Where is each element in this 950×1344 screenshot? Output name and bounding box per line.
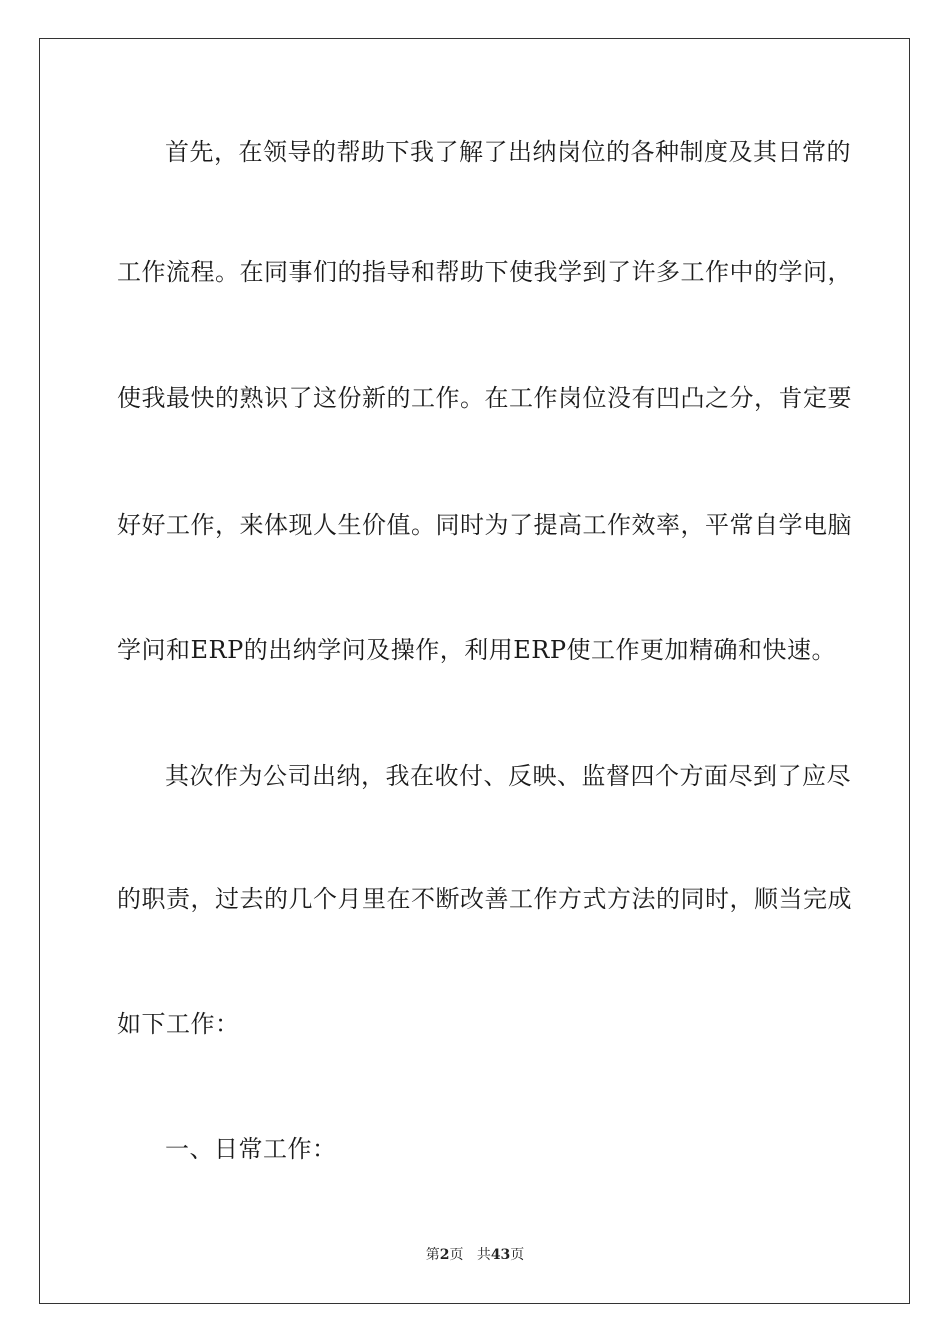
page-suffix: 页 <box>449 1247 464 1263</box>
total-prefix: 共 <box>476 1247 491 1263</box>
total-pages: 43 <box>490 1247 511 1263</box>
paragraph-1-line-5: 学问和ERP的出纳学问及操作，利用ERP使工作更加精确和快速。 <box>117 636 836 664</box>
page-footer <box>0 1246 950 1264</box>
page-frame <box>39 38 910 1304</box>
page-number: 2 <box>439 1247 450 1263</box>
page-prefix: 第 <box>425 1247 440 1263</box>
paragraph-1-line-2: 工作流程。在同事们的指导和帮助下使我学到了许多工作中的学问， <box>117 258 852 286</box>
paragraph-2-line-1: 其次作为公司出纳，我在收付、反映、监督四个方面尽到了应尽 <box>165 762 851 790</box>
paragraph-1-line-3: 使我最快的熟识了这份新的工作。在工作岗位没有凹凸之分，肯定要 <box>117 384 852 412</box>
paragraph-1-line-1: 首先，在领导的帮助下我了解了出纳岗位的各种制度及其日常的 <box>165 138 851 166</box>
paragraph-2-line-2: 的职责，过去的几个月里在不断改善工作方式方法的同时，顺当完成 <box>117 885 852 913</box>
section-heading: 一、日常工作： <box>165 1135 337 1163</box>
total-suffix: 页 <box>510 1247 525 1263</box>
paragraph-1-line-4: 好好工作，来体现人生价值。同时为了提高工作效率，平常自学电脑 <box>117 511 852 539</box>
paragraph-2-line-3: 如下工作： <box>117 1010 240 1038</box>
